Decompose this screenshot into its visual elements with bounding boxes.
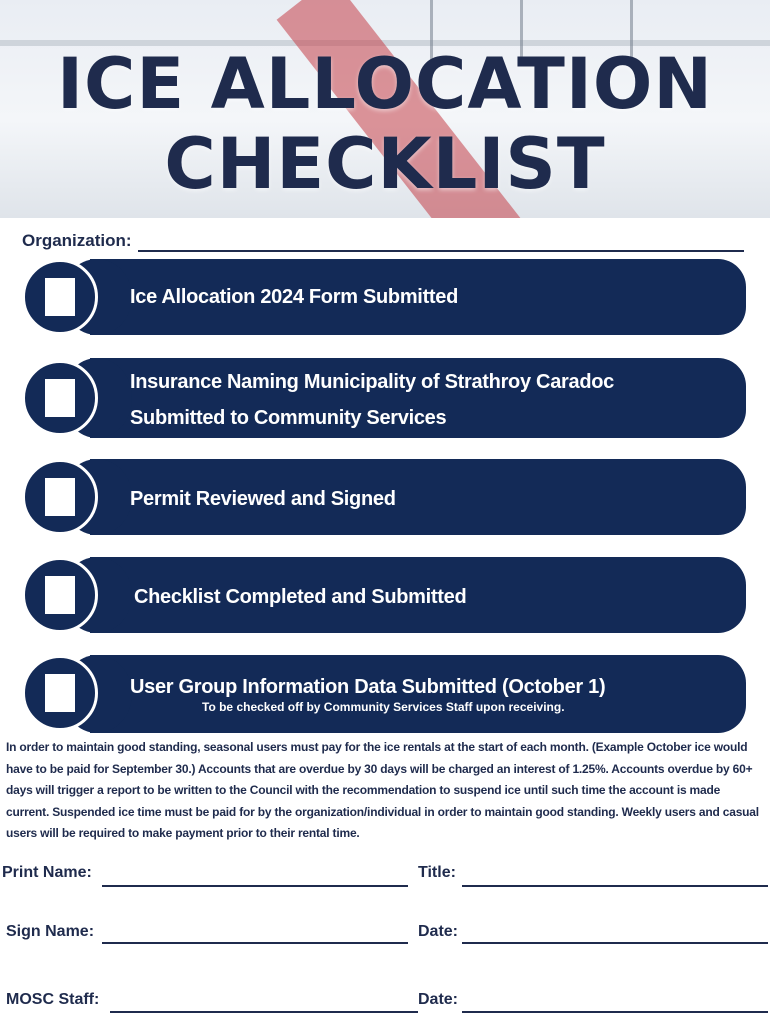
checkbox[interactable] [43, 377, 77, 419]
checkbox-circle [22, 259, 98, 335]
print-name-field[interactable] [102, 885, 408, 887]
checkbox[interactable] [43, 574, 77, 616]
checkbox-circle [22, 360, 98, 436]
checkbox[interactable] [43, 476, 77, 518]
title-field[interactable] [462, 885, 768, 887]
payment-policy-text: In order to maintain good standing, seasonal users must pay for the ice rentals at the start of each month. (Example October ice would have to be paid for September 30.) Accounts that are overdue by 30 days will be charged an interest of 1.25%. Accounts overdue by 60+ days will trigger a report to be written to the Council with the recommendation to suspend ice until such time the account is made current. Suspended ice time must be paid for by the organization/individual in order to maintain good standing. Weekly users and casual users will be required to make payment prior to their rental time. [6, 740, 759, 840]
checkbox-circle [22, 557, 98, 633]
sign-name-field[interactable] [102, 942, 408, 944]
checklist-item-permit [22, 459, 746, 535]
page-title-line2: CHECKLIST [164, 123, 606, 205]
header-banner [0, 0, 770, 218]
checklist-item-label: Checklist Completed and Submitted [134, 586, 467, 608]
mosc-staff-field[interactable] [110, 1011, 418, 1013]
checklist-item-label: Ice Allocation 2024 Form Submitted [130, 286, 459, 308]
checklist-item-form-submitted [22, 259, 746, 335]
checklist-item-label: User Group Information Data Submitted (October 1) [130, 676, 606, 698]
checklist-item-label: Permit Reviewed and Signed [130, 488, 396, 510]
checkbox-circle [22, 459, 98, 535]
title-label: Title: [418, 864, 456, 881]
date-label: Date: [418, 991, 459, 1008]
checkbox[interactable] [43, 672, 77, 714]
date-field[interactable] [462, 1011, 768, 1013]
date-field[interactable] [462, 942, 768, 944]
checklist-item-user-group [22, 655, 746, 733]
checklist-item-label-line1: Insurance Naming Municipality of Strathroy Caradoc [130, 371, 614, 393]
checklist-item-checklist-completed [22, 557, 746, 633]
organization-field[interactable] [138, 250, 744, 252]
organization-label: Organization: [22, 231, 132, 250]
checklist-item-label-line2: Submitted to Community Services [130, 407, 447, 429]
checkbox[interactable] [43, 276, 77, 318]
print-name-label: Print Name: [2, 864, 92, 881]
sign-name-label: Sign Name: [6, 923, 95, 940]
page-title-line1: ICE ALLOCATION [57, 43, 713, 125]
checkbox-circle [22, 655, 98, 731]
checklist-item-insurance [22, 358, 746, 438]
mosc-staff-label: MOSC Staff: [6, 991, 100, 1008]
date-label: Date: [418, 923, 459, 940]
checklist-item-note: To be checked off by Community Services Staff upon receiving. [202, 700, 565, 714]
